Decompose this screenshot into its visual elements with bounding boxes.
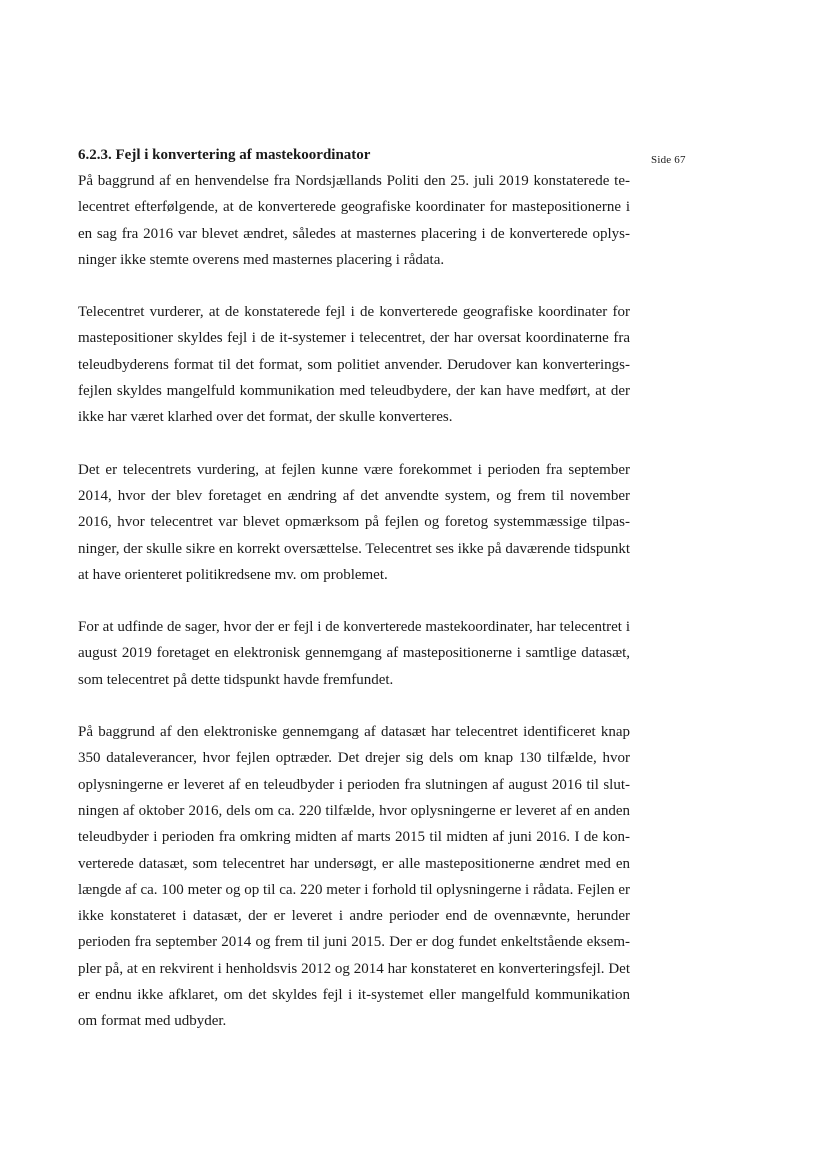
paragraph-3: Det er telecentrets vurdering, at fejlen kunne være forekommet i perioden fra september 2014, hvor der blev foretaget en ændring af det anvendte system, og frem til november 2016, hvor telecentret var blevet opmærksom på fejlen og foretog systemmæssige tilpasninger, der skulle sikre en korrekt oversættelse. Telecentret ses ikke på daværende tidspunkt at have orienteret politikredsene mv. om problemet. [78, 461, 630, 583]
paragraph-4: For at udfinde de sager, hvor der er fejl i de konverterede mastekoordinater, har telecentret i august 2019 foretaget en elektronisk gennemgang af mastepositionerne i samtlige datasæt, som telecentret på dette tidspunkt havde fremfundet. [78, 619, 630, 688]
section-heading: 6.2.3. Fejl i konvertering af mastekoordinator [78, 147, 371, 163]
page-number: Side 67 [651, 154, 686, 166]
document-body [78, 142, 630, 1061]
paragraph-2: Telecentret vurderer, at de konstaterede fejl i de konverterede geografiske koordinater for mastepositioner skyldes fejl i de it-systemer i telecentret, der har oversat koordinaterne fra teleudbyderens format til det format, som politiet anvender. Derudover kan konverteringsfejlen skyldes mangelfuld kommunikation med teleudbydere, der kan have medført, at der ikke har været klarhed over det format, der skulle konverteres. [78, 304, 630, 426]
paragraph-5: På baggrund af den elektroniske gennemgang af datasæt har telecentret identificeret knap 350 dataleverancer, hvor fejlen optræder. Det drejer sig dels om knap 130 tilfælde, hvor oplysningerne er leveret af en teleudbyder i perioden fra slutningen af august 2016 til slutningen af oktober 2016, dels om ca. 220 tilfælde, hvor oplysningerne er leveret af en anden teleudbyder i perioden fra omkring midten af marts 2015 til midten af juni 2016. I de konverterede datasæt, som telecentret har undersøgt, er alle mastepositionerne ændret med en længde af ca. 100 meter og op til ca. 220 meter i forhold til oplysningerne i rådata. Fejlen er ikke konstateret i datasæt, der er leveret i andre perioder end de ovennævnte, herunder perioden fra september 2014 og frem til juni 2015. Der er dog fundet enkeltstående eksempler på, at en rekvirent i henholdsvis 2012 og 2014 har konstateret en konverteringsfejl. Det er endnu ikke afklaret, om det skyldes fejl i it-systemet eller mangelfuld kommunikation om format med udbyder. [78, 724, 630, 1030]
paragraph-1: På baggrund af en henvendelse fra Nordsjællands Politi den 25. juli 2019 konstaterede telecentret efterfølgende, at de konverterede geografiske koordinater for mastepositionerne i en sag fra 2016 var blevet ændret, således at masternes placering i de konverterede oplysninger ikke stemte overens med masternes placering i rådata. [78, 173, 630, 268]
